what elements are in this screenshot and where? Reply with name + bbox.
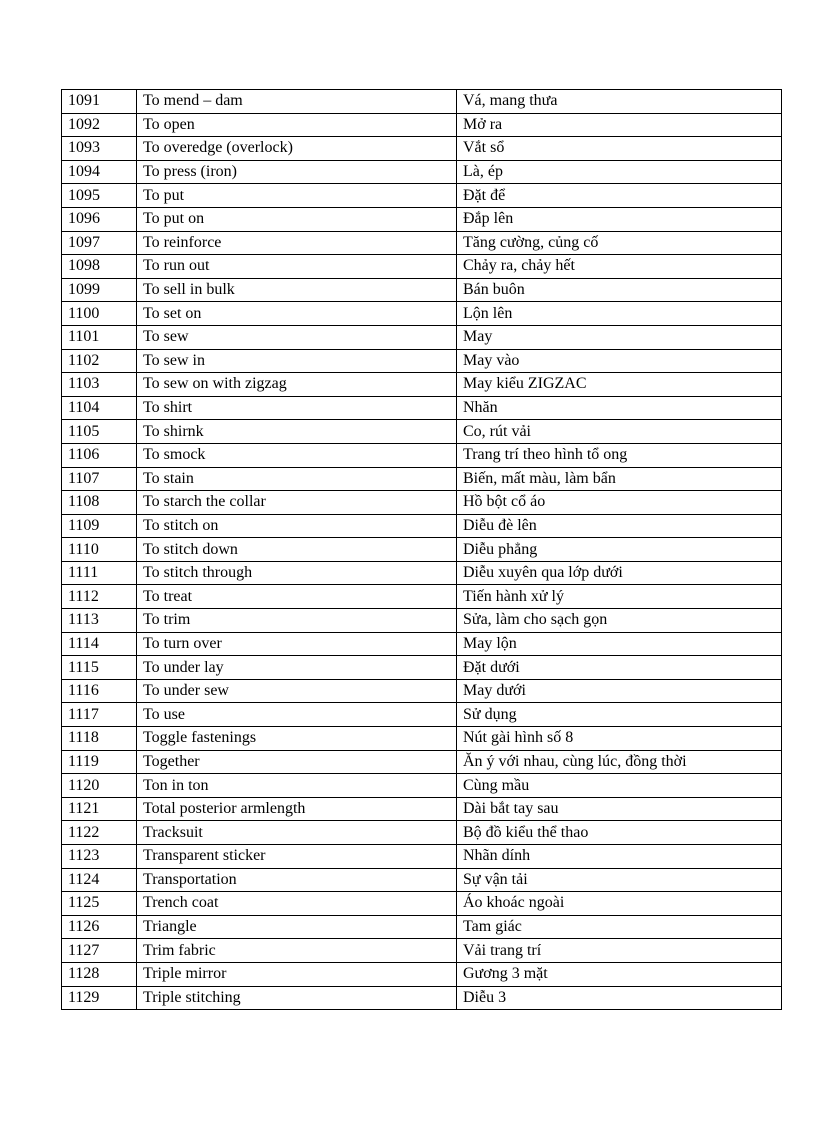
entry-number: 1100: [62, 302, 137, 326]
table-row: [62, 160, 782, 184]
entry-number: 1105: [62, 420, 137, 444]
english-term: To starch the collar: [137, 491, 457, 515]
table-row: [62, 915, 782, 939]
entry-number: 1129: [62, 986, 137, 1010]
entry-number: 1106: [62, 443, 137, 467]
vietnamese-term: Bộ đồ kiểu thể thao: [457, 821, 782, 845]
entry-number: 1121: [62, 797, 137, 821]
entry-number: 1091: [62, 90, 137, 114]
english-term: To sew: [137, 325, 457, 349]
vietnamese-term: Tăng cường, củng cố: [457, 231, 782, 255]
entry-number: 1111: [62, 561, 137, 585]
entry-number: 1119: [62, 750, 137, 774]
entry-number: 1094: [62, 160, 137, 184]
vietnamese-term: Áo khoác ngoài: [457, 892, 782, 916]
vietnamese-term: Diễu đè lên: [457, 514, 782, 538]
vietnamese-term: Ăn ý với nhau, cùng lúc, đồng thời: [457, 750, 782, 774]
table-row: [62, 278, 782, 302]
entry-number: 1109: [62, 514, 137, 538]
entry-number: 1122: [62, 821, 137, 845]
table-row: [62, 184, 782, 208]
vietnamese-term: Diễu xuyên qua lớp dưới: [457, 561, 782, 585]
english-term: Trim fabric: [137, 939, 457, 963]
table-row: [62, 325, 782, 349]
english-term: To reinforce: [137, 231, 457, 255]
entry-number: 1110: [62, 538, 137, 562]
entry-number: 1108: [62, 491, 137, 515]
vietnamese-term: Hồ bột cổ áo: [457, 491, 782, 515]
table-row: [62, 137, 782, 161]
english-term: To shirnk: [137, 420, 457, 444]
vietnamese-term: Đắp lên: [457, 207, 782, 231]
vietnamese-term: Tam giác: [457, 915, 782, 939]
entry-number: 1120: [62, 774, 137, 798]
vietnamese-term: Diễu 3: [457, 986, 782, 1010]
vietnamese-term: Là, ép: [457, 160, 782, 184]
vietnamese-term: Nhăn: [457, 396, 782, 420]
entry-number: 1104: [62, 396, 137, 420]
english-term: Total posterior armlength: [137, 797, 457, 821]
english-term: Triple mirror: [137, 962, 457, 986]
table-row: [62, 467, 782, 491]
entry-number: 1115: [62, 656, 137, 680]
table-row: [62, 514, 782, 538]
entry-number: 1118: [62, 727, 137, 751]
table-row: [62, 231, 782, 255]
vietnamese-term: May lộn: [457, 632, 782, 656]
entry-number: 1126: [62, 915, 137, 939]
vietnamese-term: May vào: [457, 349, 782, 373]
table-row: [62, 868, 782, 892]
entry-number: 1095: [62, 184, 137, 208]
vietnamese-term: Nút gài hình số 8: [457, 727, 782, 751]
table-row: [62, 302, 782, 326]
entry-number: 1113: [62, 609, 137, 633]
vietnamese-term: Đặt để: [457, 184, 782, 208]
english-term: To under lay: [137, 656, 457, 680]
glossary-table: [61, 89, 782, 1010]
english-term: To stitch through: [137, 561, 457, 585]
english-term: To treat: [137, 585, 457, 609]
table-row: [62, 892, 782, 916]
vietnamese-term: Sự vận tải: [457, 868, 782, 892]
english-term: To put: [137, 184, 457, 208]
table-row: [62, 443, 782, 467]
table-row: [62, 561, 782, 585]
table-row: [62, 962, 782, 986]
english-term: To press (iron): [137, 160, 457, 184]
table-row: [62, 491, 782, 515]
entry-number: 1096: [62, 207, 137, 231]
english-term: Triangle: [137, 915, 457, 939]
table-row: [62, 986, 782, 1010]
vietnamese-term: Lộn lên: [457, 302, 782, 326]
entry-number: 1093: [62, 137, 137, 161]
english-term: Triple stitching: [137, 986, 457, 1010]
table-row: [62, 538, 782, 562]
vietnamese-term: May dưới: [457, 679, 782, 703]
vietnamese-term: May: [457, 325, 782, 349]
vietnamese-term: Gương 3 mặt: [457, 962, 782, 986]
table-row: [62, 349, 782, 373]
entry-number: 1124: [62, 868, 137, 892]
entry-number: 1123: [62, 845, 137, 869]
table-row: [62, 939, 782, 963]
vietnamese-term: Cùng mầu: [457, 774, 782, 798]
table-row: [62, 727, 782, 751]
english-term: To turn over: [137, 632, 457, 656]
entry-number: 1103: [62, 373, 137, 397]
entry-number: 1116: [62, 679, 137, 703]
vietnamese-term: Bán buôn: [457, 278, 782, 302]
english-term: Ton in ton: [137, 774, 457, 798]
table-row: [62, 113, 782, 137]
table-row: [62, 396, 782, 420]
entry-number: 1092: [62, 113, 137, 137]
vietnamese-term: Dài bắt tay sau: [457, 797, 782, 821]
entry-number: 1099: [62, 278, 137, 302]
table-row: [62, 703, 782, 727]
vietnamese-term: Trang trí theo hình tổ ong: [457, 443, 782, 467]
english-term: Together: [137, 750, 457, 774]
entry-number: 1112: [62, 585, 137, 609]
vietnamese-term: Nhãn dính: [457, 845, 782, 869]
entry-number: 1117: [62, 703, 137, 727]
table-row: [62, 207, 782, 231]
table-row: [62, 373, 782, 397]
entry-number: 1127: [62, 939, 137, 963]
table-row: [62, 750, 782, 774]
entry-number: 1098: [62, 255, 137, 279]
english-term: Toggle fastenings: [137, 727, 457, 751]
english-term: To set on: [137, 302, 457, 326]
vietnamese-term: Diễu phẳng: [457, 538, 782, 562]
vietnamese-term: May kiểu ZIGZAC: [457, 373, 782, 397]
english-term: Transportation: [137, 868, 457, 892]
table-row: [62, 90, 782, 114]
vietnamese-term: Sử dụng: [457, 703, 782, 727]
vietnamese-term: Sửa, làm cho sạch gọn: [457, 609, 782, 633]
english-term: To stitch down: [137, 538, 457, 562]
english-term: To stitch on: [137, 514, 457, 538]
entry-number: 1097: [62, 231, 137, 255]
entry-number: 1101: [62, 325, 137, 349]
english-term: To sew on with zigzag: [137, 373, 457, 397]
english-term: Tracksuit: [137, 821, 457, 845]
entry-number: 1107: [62, 467, 137, 491]
vietnamese-term: Biến, mất màu, làm bẩn: [457, 467, 782, 491]
table-row: [62, 255, 782, 279]
entry-number: 1102: [62, 349, 137, 373]
english-term: To put on: [137, 207, 457, 231]
table-row: [62, 821, 782, 845]
table-row: [62, 774, 782, 798]
vietnamese-term: Đặt dưới: [457, 656, 782, 680]
table-row: [62, 679, 782, 703]
english-term: Transparent sticker: [137, 845, 457, 869]
english-term: To sew in: [137, 349, 457, 373]
entry-number: 1128: [62, 962, 137, 986]
entry-number: 1125: [62, 892, 137, 916]
english-term: To stain: [137, 467, 457, 491]
english-term: To open: [137, 113, 457, 137]
english-term: Trench coat: [137, 892, 457, 916]
table-row: [62, 797, 782, 821]
vietnamese-term: Co, rút vải: [457, 420, 782, 444]
english-term: To smock: [137, 443, 457, 467]
entry-number: 1114: [62, 632, 137, 656]
table-row: [62, 632, 782, 656]
english-term: To mend – dam: [137, 90, 457, 114]
vietnamese-term: Vá, mang thưa: [457, 90, 782, 114]
table-row: [62, 585, 782, 609]
vietnamese-term: Mở ra: [457, 113, 782, 137]
table-row: [62, 420, 782, 444]
english-term: To overedge (overlock): [137, 137, 457, 161]
english-term: To run out: [137, 255, 457, 279]
vietnamese-term: Chảy ra, chảy hết: [457, 255, 782, 279]
table-row: [62, 656, 782, 680]
table-row: [62, 609, 782, 633]
english-term: To use: [137, 703, 457, 727]
english-term: To under sew: [137, 679, 457, 703]
vietnamese-term: Vắt sổ: [457, 137, 782, 161]
table-row: [62, 845, 782, 869]
glossary-body: [62, 90, 782, 1010]
english-term: To trim: [137, 609, 457, 633]
vietnamese-term: Tiến hành xử lý: [457, 585, 782, 609]
vietnamese-term: Vải trang trí: [457, 939, 782, 963]
english-term: To sell in bulk: [137, 278, 457, 302]
english-term: To shirt: [137, 396, 457, 420]
